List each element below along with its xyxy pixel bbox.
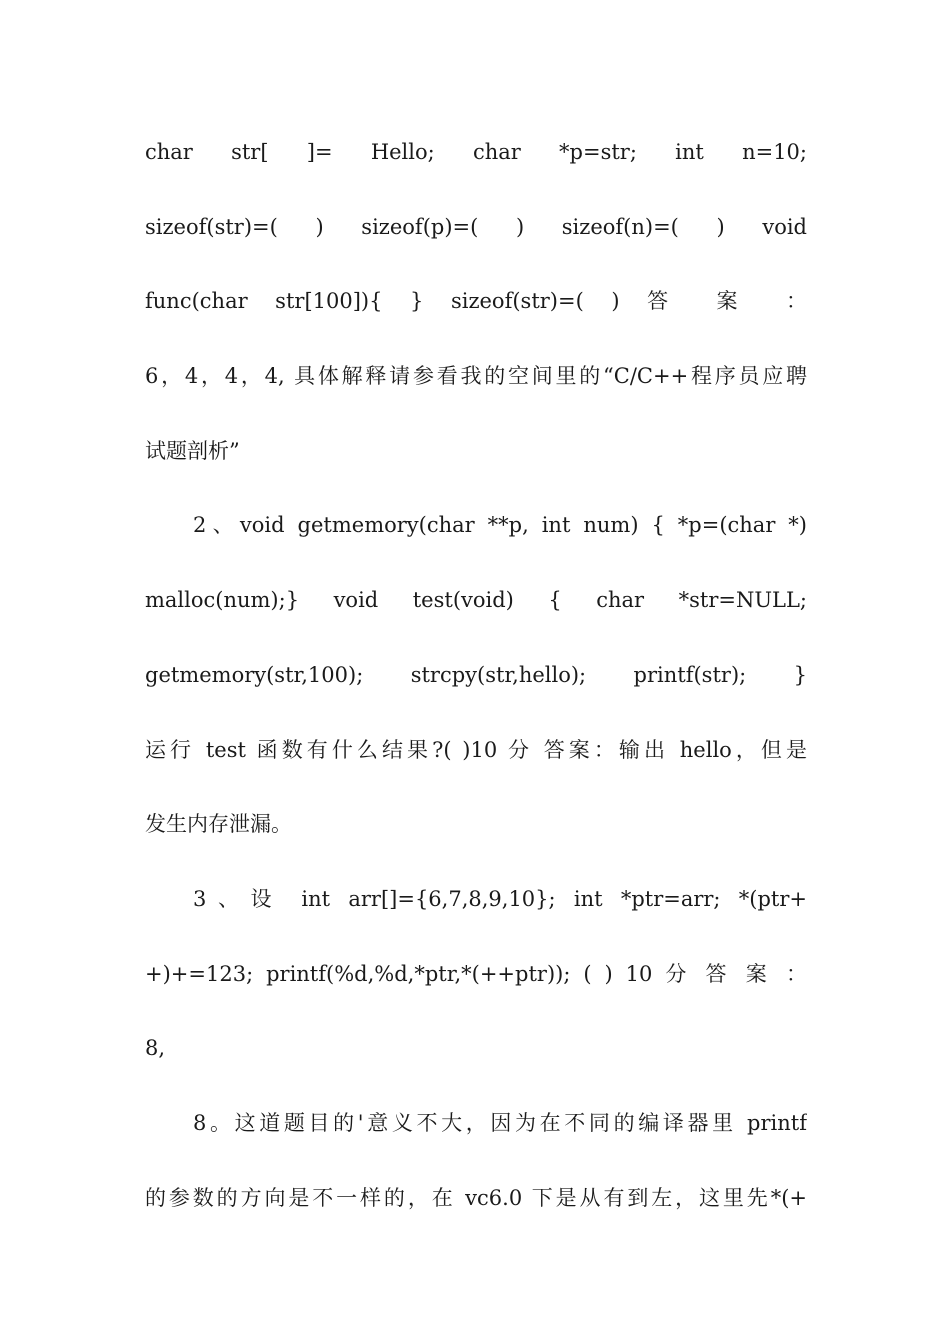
text-line-3: func(char str[100]){ } sizeof(str)=( ) 答 案 ： — [145, 289, 807, 314]
text-line-2: sizeof(str)=( ) sizeof(p)=( ) sizeof(n)=( ) void — [145, 214, 807, 239]
text-line-4: 6，4，4，4, 具体解释请参看我的空间里的“C/C++程序员应聘 — [145, 364, 807, 389]
text-line-15: 的参数的方向是不一样的，在 vc6.0 下是从有到左，这里先*(+ — [145, 1185, 807, 1210]
text-line-13: 8, — [145, 1036, 166, 1061]
text-line-6: 2、void getmemory(char **p, int num) { *p=(char *) — [193, 513, 807, 538]
text-line-8: getmemory(str,100); strcpy(str,hello); printf(str); } — [145, 662, 807, 687]
document-body — [145, 115, 807, 1235]
text-line-1: char str[ ]= Hello; char *p=str; int n=10; — [145, 140, 807, 164]
text-line-9: 运行 test 函数有什么结果?( )10 分 答案：输出 hello，但是 — [145, 737, 807, 762]
text-line-5: 试题剖析” — [145, 438, 240, 463]
text-line-11: 3、设 int arr[]={6,7,8,9,10}; int *ptr=arr; *(ptr+ — [193, 886, 807, 911]
text-line-7: malloc(num);} void test(void) { char *str=NULL; — [145, 588, 807, 613]
text-line-12: +)+=123; printf(%d,%d,*ptr,*(++ptr)); ( ) 10 分 答 案 ： — [145, 961, 807, 986]
text-line-14: 8。这道题目的'意义不大，因为在不同的编译器里 printf — [193, 1110, 807, 1135]
text-line-10: 发生内存泄漏。 — [145, 812, 292, 837]
